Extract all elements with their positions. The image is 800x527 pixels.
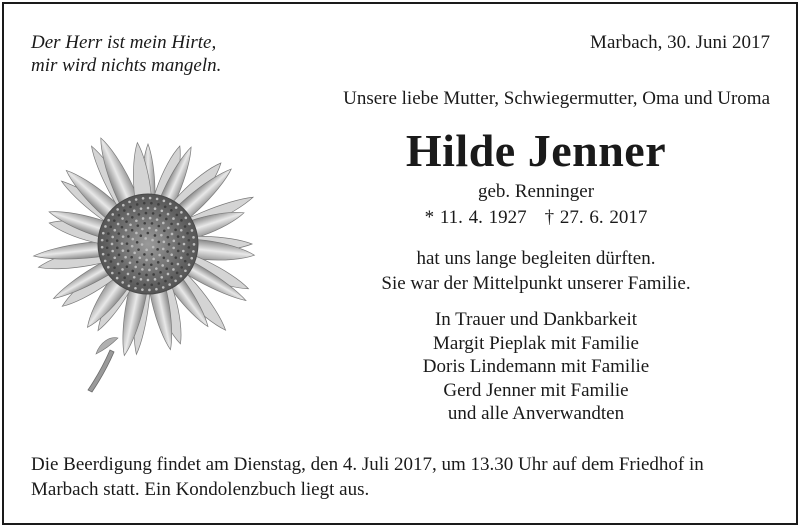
- seed: [150, 263, 153, 266]
- seed: [174, 279, 177, 282]
- mourner-name: Doris Lindemann mit Familie: [422, 356, 650, 377]
- seed: [162, 248, 165, 251]
- seed: [107, 232, 110, 235]
- seed: [137, 224, 140, 227]
- seed: [136, 282, 139, 285]
- seed: [141, 268, 144, 271]
- seed: [180, 275, 183, 278]
- seed: [110, 260, 113, 263]
- seed: [162, 222, 165, 225]
- seed: [113, 256, 116, 259]
- seed: [134, 287, 137, 290]
- seed: [130, 280, 133, 283]
- seed: [155, 267, 158, 270]
- seed: [121, 226, 124, 229]
- seed: [151, 253, 154, 256]
- seed: [188, 246, 191, 249]
- seed: [151, 222, 154, 225]
- tribute-line-2: Sie war der Mittelpunkt unserer Familie.: [381, 273, 691, 294]
- seed: [171, 233, 174, 236]
- seed: [147, 232, 150, 235]
- seed: [148, 227, 151, 230]
- seed: [157, 203, 160, 206]
- seed: [143, 202, 146, 205]
- seed: [131, 229, 134, 232]
- seed: [182, 236, 185, 239]
- seed: [129, 206, 132, 209]
- bible-verse-line-2: mir wird nichts mangeln.: [31, 55, 222, 76]
- seed: [148, 269, 151, 272]
- seed: [154, 278, 157, 281]
- seed: [104, 225, 107, 228]
- seed: [121, 281, 124, 284]
- seed: [127, 213, 130, 216]
- seed: [191, 229, 194, 232]
- seed: [185, 217, 188, 220]
- seed: [111, 213, 114, 216]
- seed: [170, 209, 173, 212]
- seed: [172, 268, 175, 271]
- seed: [152, 258, 155, 261]
- seed: [118, 272, 121, 275]
- seed: [180, 257, 183, 260]
- seed: [111, 243, 114, 246]
- seed: [151, 239, 154, 242]
- seed: [142, 197, 145, 200]
- seed: [138, 272, 141, 275]
- seed: [117, 263, 120, 266]
- seed: [177, 235, 180, 238]
- place-date: Marbach, 30. Juni 2017: [590, 32, 770, 53]
- tribute-line-1: hat uns lange begleiten dürften.: [416, 248, 656, 269]
- seed: [131, 216, 134, 219]
- seed: [149, 217, 152, 220]
- seed: [186, 253, 189, 256]
- seed: [184, 260, 187, 263]
- seed: [184, 269, 187, 272]
- seed: [163, 241, 166, 244]
- seed: [152, 273, 155, 276]
- seed: [184, 225, 187, 228]
- seed: [122, 235, 125, 238]
- seed: [156, 248, 159, 251]
- seed: [122, 204, 125, 207]
- seed: [167, 273, 170, 276]
- seed: [159, 214, 162, 217]
- seed: [140, 278, 143, 281]
- seed: [118, 214, 121, 217]
- seed: [158, 225, 161, 228]
- seed: [117, 223, 120, 226]
- seed: [140, 207, 143, 210]
- stem: [88, 350, 114, 392]
- funeral-line-1: Die Beerdigung findet am Dienstag, den 4. Juli 2017, um 13.30 Uhr auf dem Friedhof in: [31, 454, 704, 475]
- birth-name: geb. Renninger: [477, 181, 595, 202]
- seed: [177, 223, 180, 226]
- seed: [121, 242, 124, 245]
- seed: [167, 227, 170, 230]
- seed: [123, 209, 126, 212]
- seed: [172, 217, 175, 220]
- seed: [145, 274, 148, 277]
- seed: [161, 209, 164, 212]
- seed: [164, 280, 167, 283]
- seed: [131, 270, 134, 273]
- seed: [177, 250, 180, 253]
- seed: [102, 232, 105, 235]
- seed: [168, 283, 171, 286]
- seed: [133, 209, 136, 212]
- seed: [131, 245, 134, 248]
- seed: [143, 222, 146, 225]
- seed: [107, 266, 110, 269]
- seed: [116, 239, 119, 242]
- seed: [117, 232, 120, 235]
- seed: [173, 240, 176, 243]
- seed: [167, 259, 170, 262]
- seed: [106, 239, 109, 242]
- seed: [149, 197, 152, 200]
- seed: [175, 206, 178, 209]
- seed: [167, 236, 170, 239]
- seed: [180, 211, 183, 214]
- seed: [163, 200, 166, 203]
- seed: [148, 289, 151, 292]
- seed: [144, 237, 147, 240]
- seed: [163, 229, 166, 232]
- seed: [160, 234, 163, 237]
- seed: [156, 198, 159, 201]
- seed: [129, 261, 132, 264]
- seed: [124, 256, 127, 259]
- seed: [139, 256, 142, 259]
- seed: [130, 256, 133, 259]
- mourner-name: Margit Pieplak mit Familie: [433, 332, 639, 354]
- seed: [188, 223, 191, 226]
- seed: [107, 253, 110, 256]
- mourners-list: [330, 308, 742, 426]
- seed: [152, 246, 155, 249]
- intro-text: Unsere liebe Mutter, Schwiegermutter, Oma und Uroma: [343, 88, 770, 109]
- seed: [113, 219, 116, 222]
- seed: [125, 220, 128, 223]
- seed: [188, 239, 191, 242]
- seed: [142, 217, 145, 220]
- seed: [154, 234, 157, 237]
- seed: [176, 214, 179, 217]
- seed: [137, 248, 140, 251]
- seed: [150, 202, 153, 205]
- seed: [192, 236, 195, 239]
- birth-date: * 11. 4. 1927: [424, 207, 527, 228]
- seed: [167, 213, 170, 216]
- seed: [154, 207, 157, 210]
- seed: [101, 239, 104, 242]
- seed: [155, 288, 158, 291]
- seed: [118, 254, 121, 257]
- seed: [161, 264, 164, 267]
- seed: [126, 242, 129, 245]
- seed: [135, 232, 138, 235]
- seed: [180, 229, 183, 232]
- leaf: [96, 338, 118, 354]
- seed: [134, 266, 137, 269]
- seed: [171, 262, 174, 265]
- seed: [136, 241, 139, 244]
- seed: [155, 229, 158, 232]
- seed: [160, 276, 163, 279]
- seed: [152, 212, 155, 215]
- sunflower-graphic: [26, 132, 262, 394]
- seed: [116, 208, 119, 211]
- seed: [168, 243, 171, 246]
- seed: [166, 250, 169, 253]
- seed: [116, 247, 119, 250]
- seed: [141, 288, 144, 291]
- funeral-line-2: Marbach statt. Ein Kondolenzbuch liegt aus.: [31, 479, 370, 500]
- seed: [116, 277, 119, 280]
- seed: [186, 232, 189, 235]
- seed: [131, 238, 134, 241]
- seed: [170, 276, 173, 279]
- seed: [111, 236, 114, 239]
- bible-verse: [31, 31, 221, 77]
- seed: [178, 242, 181, 245]
- seed: [141, 228, 144, 231]
- seed: [182, 250, 185, 253]
- seed: [141, 243, 144, 246]
- seed: [169, 202, 172, 205]
- seed: [156, 218, 159, 221]
- seed: [136, 261, 139, 264]
- funeral-info: [31, 452, 776, 502]
- seed: [127, 250, 130, 253]
- seed: [177, 263, 180, 266]
- deceased-name: Hilde Jenner: [405, 125, 667, 176]
- life-dates: [330, 206, 742, 229]
- seed: [113, 266, 116, 269]
- death-date: † 27. 6. 2017: [544, 207, 648, 228]
- seed: [165, 267, 168, 270]
- seed: [143, 284, 146, 287]
- bible-verse-line-1: Der Herr ist mein Hirte,: [31, 32, 217, 53]
- seed: [193, 243, 196, 246]
- mourners-heading: In Trauer und Dankbarkeit: [434, 309, 638, 330]
- seed: [101, 246, 104, 249]
- seed: [175, 256, 178, 259]
- seed: [190, 257, 193, 260]
- seed: [122, 249, 125, 252]
- seed: [162, 286, 165, 289]
- seed: [159, 271, 162, 274]
- seed: [183, 243, 186, 246]
- seed: [150, 284, 153, 287]
- seed: [121, 217, 124, 220]
- seed: [138, 213, 141, 216]
- seed: [180, 219, 183, 222]
- seed: [158, 241, 161, 244]
- seed: [133, 276, 136, 279]
- seed: [135, 198, 138, 201]
- seed: [128, 285, 131, 288]
- seed: [125, 229, 128, 232]
- seed: [143, 263, 146, 266]
- seed: [172, 247, 175, 250]
- seed: [147, 279, 150, 282]
- seed: [102, 253, 105, 256]
- mourner-name: und alle Anverwandten: [447, 403, 625, 424]
- seed: [136, 203, 139, 206]
- seed: [188, 263, 191, 266]
- seed: [133, 252, 136, 255]
- seed: [145, 212, 148, 215]
- seed: [109, 226, 112, 229]
- seed: [174, 229, 177, 232]
- seed: [157, 261, 160, 264]
- seed: [165, 218, 168, 221]
- seed: [170, 223, 173, 226]
- sunflower-icon: [26, 132, 262, 394]
- mourner-name: Gerd Jenner mit Familie: [443, 379, 629, 401]
- seed: [143, 253, 146, 256]
- seed: [145, 249, 148, 252]
- seed: [135, 219, 138, 222]
- seed: [123, 276, 126, 279]
- seed: [147, 207, 150, 210]
- seed: [121, 268, 124, 271]
- seed: [111, 250, 114, 253]
- seed: [129, 223, 132, 226]
- seed: [111, 272, 114, 275]
- seed: [107, 219, 110, 222]
- seed: [157, 282, 160, 285]
- seed: [192, 250, 195, 253]
- seed: [126, 265, 129, 268]
- seed: [164, 205, 167, 208]
- seed: [104, 260, 107, 263]
- seed: [145, 259, 148, 262]
- seed: [106, 246, 109, 249]
- seed: [127, 235, 130, 238]
- seed: [139, 234, 142, 237]
- seed: [113, 229, 116, 232]
- seed: [163, 256, 166, 259]
- tribute-text: [330, 246, 742, 296]
- seed: [127, 273, 130, 276]
- seed: [158, 254, 161, 257]
- seed: [176, 272, 179, 275]
- seed: [180, 266, 183, 269]
- seed: [121, 260, 124, 263]
- seed: [128, 201, 131, 204]
- seed: [170, 253, 173, 256]
